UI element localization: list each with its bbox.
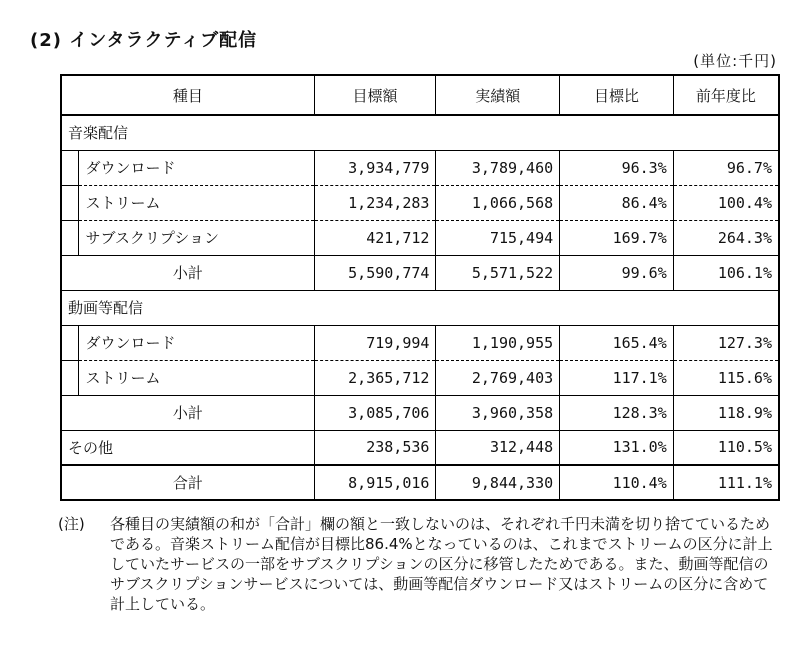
- cell-target-ratio: 99.6%: [560, 255, 674, 290]
- row-label: サブスクリプション: [79, 220, 314, 255]
- cell-target: 421,712: [314, 220, 436, 255]
- header-yoy: 前年度比: [673, 75, 779, 115]
- total-label: 合計: [61, 465, 314, 500]
- cell-target: 2,365,712: [314, 360, 436, 395]
- cell-target-ratio: 96.3%: [560, 150, 674, 185]
- subtotal-row-music: [61, 255, 779, 290]
- cell-target-ratio: 169.7%: [560, 220, 674, 255]
- cell-target: 3,934,779: [314, 150, 436, 185]
- cell-target-ratio: 110.4%: [560, 465, 674, 500]
- cell-yoy: 106.1%: [673, 255, 779, 290]
- footnote-text: 各種目の実績額の和が「合計」欄の額と一致しないのは、それぞれ千円未満を切り捨てているためである。音楽ストリーム配信が目標比86.4%となっているのは、これまでストリームの区分に計上していたサービスの一部をサブスクリプションの区分に移管したためである。また、動画等配信のサブスクリプションサービスについては、動画等配信ダウンロード又はストリームの区分に含めて計上している。: [110, 515, 773, 613]
- row-label: ストリーム: [79, 360, 314, 395]
- cell-actual: 5,571,522: [436, 255, 560, 290]
- cell-target: 719,994: [314, 325, 436, 360]
- table-header-row: [61, 75, 779, 115]
- group-row-video: [61, 290, 779, 325]
- cell-yoy: 96.7%: [673, 150, 779, 185]
- footnote-prefix: (注): [58, 515, 85, 533]
- cell-actual: 1,190,955: [436, 325, 560, 360]
- cell-yoy: 115.6%: [673, 360, 779, 395]
- cell-target: 1,234,283: [314, 185, 436, 220]
- row-label: その他: [61, 430, 314, 465]
- cell-actual: 2,769,403: [436, 360, 560, 395]
- cell-target: 8,915,016: [314, 465, 436, 500]
- table-row: [61, 185, 779, 220]
- cell-actual: 3,960,358: [436, 395, 560, 430]
- cell-yoy: 127.3%: [673, 325, 779, 360]
- subtotal-label: 小計: [61, 395, 314, 430]
- other-row: [61, 430, 779, 465]
- total-row: [61, 465, 779, 500]
- cell-target-ratio: 131.0%: [560, 430, 674, 465]
- table-row: [61, 150, 779, 185]
- table-row: [61, 325, 779, 360]
- cell-target-ratio: 117.1%: [560, 360, 674, 395]
- cell-yoy: 111.1%: [673, 465, 779, 500]
- table-row: [61, 220, 779, 255]
- cell-yoy: 100.4%: [673, 185, 779, 220]
- header-category: 種目: [61, 75, 314, 115]
- cell-target-ratio: 165.4%: [560, 325, 674, 360]
- revenue-table: [60, 74, 780, 501]
- header-actual: 実績額: [436, 75, 560, 115]
- header-target-ratio: 目標比: [560, 75, 674, 115]
- header-target: 目標額: [314, 75, 436, 115]
- group-label-music: 音楽配信: [61, 115, 314, 150]
- cell-actual: 9,844,330: [436, 465, 560, 500]
- cell-target: 3,085,706: [314, 395, 436, 430]
- group-row-music: [61, 115, 779, 150]
- row-label: ストリーム: [79, 185, 314, 220]
- subtotal-label: 小計: [61, 255, 314, 290]
- cell-target-ratio: 128.3%: [560, 395, 674, 430]
- table-row: [61, 360, 779, 395]
- group-label-video: 動画等配信: [61, 290, 314, 325]
- cell-actual: 715,494: [436, 220, 560, 255]
- subtotal-row-video: [61, 395, 779, 430]
- cell-actual: 3,789,460: [436, 150, 560, 185]
- footnote: [58, 514, 780, 614]
- cell-target: 5,590,774: [314, 255, 436, 290]
- cell-yoy: 110.5%: [673, 430, 779, 465]
- cell-yoy: 118.9%: [673, 395, 779, 430]
- row-label: ダウンロード: [79, 150, 314, 185]
- cell-actual: 312,448: [436, 430, 560, 465]
- cell-yoy: 264.3%: [673, 220, 779, 255]
- row-label: ダウンロード: [79, 325, 314, 360]
- cell-target: 238,536: [314, 430, 436, 465]
- cell-target-ratio: 86.4%: [560, 185, 674, 220]
- section-title: (2) インタラクティブ配信: [30, 30, 258, 51]
- unit-label: (単位:千円): [693, 52, 777, 70]
- cell-actual: 1,066,568: [436, 185, 560, 220]
